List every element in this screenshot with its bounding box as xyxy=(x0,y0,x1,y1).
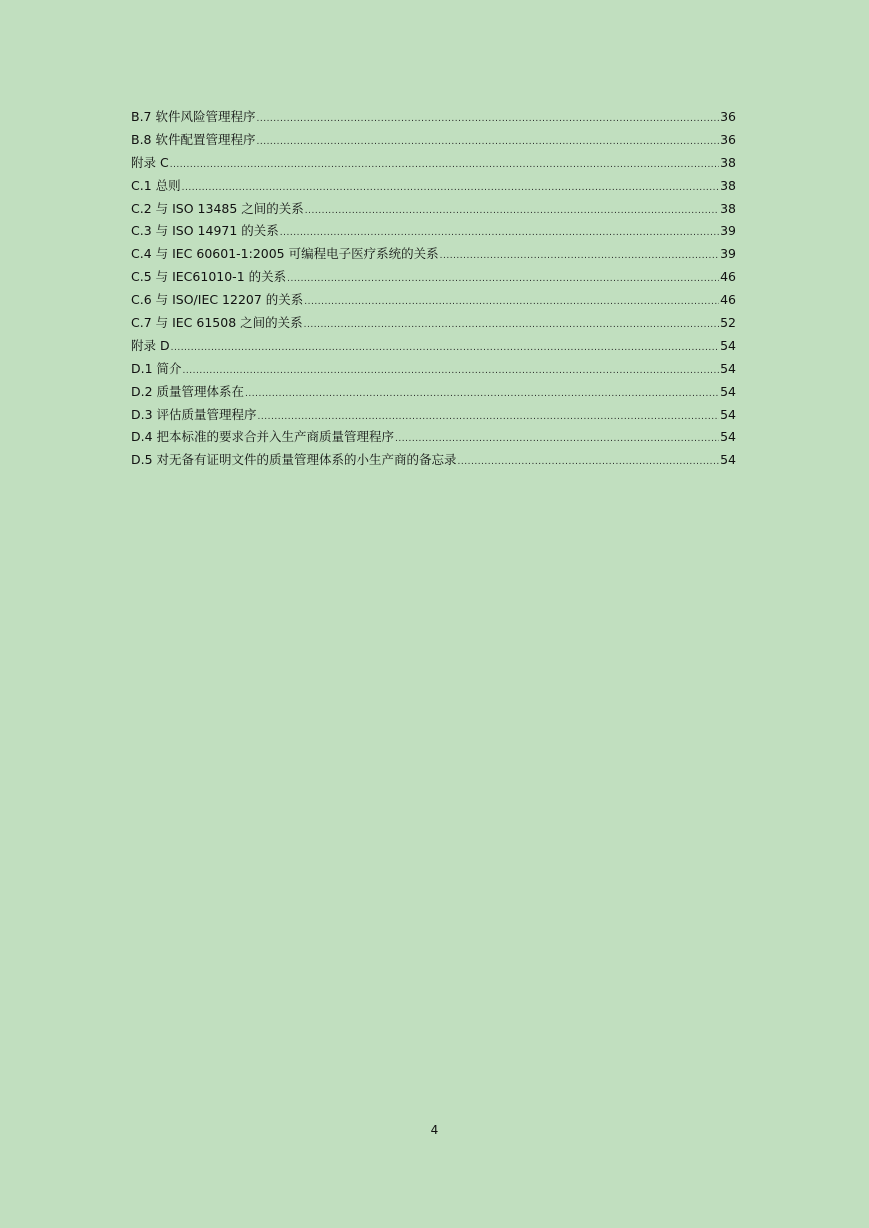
toc-entry-page: 36 xyxy=(720,131,736,147)
toc-entry-c7[interactable] xyxy=(131,312,736,335)
toc-entry-label: 附录 D xyxy=(131,337,170,353)
toc-entry-c3[interactable] xyxy=(131,220,736,243)
toc-entry-d4[interactable] xyxy=(131,426,736,449)
toc-entry-page: 46 xyxy=(720,292,736,308)
toc-entry-label: D.5 对无备有证明文件的质量管理体系的小生产商的备忘录 xyxy=(131,452,457,468)
toc-entry-d3[interactable] xyxy=(131,404,736,427)
toc-entry-b7[interactable] xyxy=(131,106,736,129)
toc-entry-c6[interactable] xyxy=(131,289,736,312)
dot-leader xyxy=(256,131,719,154)
table-of-contents xyxy=(131,106,736,472)
dot-leader xyxy=(256,108,719,131)
dot-leader xyxy=(171,337,719,360)
toc-entry-page: 38 xyxy=(720,154,736,170)
dot-leader xyxy=(280,222,719,245)
dot-leader xyxy=(183,360,720,383)
toc-entry-page: 54 xyxy=(720,429,736,445)
toc-entry-page: 38 xyxy=(720,200,736,216)
toc-entry-d1[interactable] xyxy=(131,358,736,381)
toc-entry-label: B.7 软件风险管理程序 xyxy=(131,109,256,124)
toc-entry-label: C.6 与 ISO/IEC 12207 的关系 xyxy=(131,292,304,308)
toc-entry-page: 39 xyxy=(720,246,736,262)
toc-entry-page: 38 xyxy=(720,177,736,193)
toc-entry-page: 54 xyxy=(720,337,736,353)
toc-entry-label: B.8 软件配置管理程序 xyxy=(131,131,256,147)
dot-leader xyxy=(304,291,719,314)
dot-leader xyxy=(305,200,719,223)
toc-entry-page: 46 xyxy=(720,269,736,285)
dot-leader xyxy=(245,383,719,406)
toc-entry-page: 39 xyxy=(720,223,736,239)
toc-entry-label: C.2 与 ISO 13485 之间的关系 xyxy=(131,200,304,216)
toc-entry-label: C.5 与 IEC61010-1 的关系 xyxy=(131,269,287,285)
toc-entry-page: 54 xyxy=(720,383,736,399)
toc-entry-label: C.7 与 IEC 61508 之间的关系 xyxy=(131,315,303,331)
page-number: 4 xyxy=(430,1123,439,1137)
dot-leader xyxy=(440,245,719,268)
dot-leader xyxy=(304,314,719,337)
toc-entry-d5[interactable] xyxy=(131,449,736,472)
toc-entry-label: 附录 C xyxy=(131,154,169,170)
toc-entry-page: 54 xyxy=(720,406,736,422)
toc-entry-c2[interactable] xyxy=(131,198,736,221)
toc-entry-c1[interactable] xyxy=(131,175,736,198)
toc-entry-label: D.1 简介 xyxy=(131,360,182,376)
toc-entry-label: C.3 与 ISO 14971 的关系 xyxy=(131,223,279,239)
toc-entry-page: 54 xyxy=(720,360,736,376)
toc-entry-label: C.1 总则 xyxy=(131,177,181,193)
dot-leader xyxy=(458,451,720,474)
toc-entry-appendix-d[interactable] xyxy=(131,335,736,358)
toc-entry-page: 54 xyxy=(720,452,736,468)
dot-leader xyxy=(182,177,719,200)
toc-entry-appendix-c[interactable] xyxy=(131,152,736,175)
toc-entry-label: D.2 质量管理体系在 xyxy=(131,383,245,399)
toc-entry-label: D.3 评估质量管理程序 xyxy=(131,406,257,422)
toc-entry-label: D.4 把本标准的要求合并入生产商质量管理程序 xyxy=(131,429,395,445)
dot-leader xyxy=(258,406,720,429)
toc-entry-page: 36 xyxy=(720,109,736,124)
toc-entry-b8[interactable] xyxy=(131,129,736,152)
dot-leader xyxy=(287,268,719,291)
toc-entry-c5[interactable] xyxy=(131,266,736,289)
dot-leader xyxy=(395,428,719,451)
toc-entry-c4[interactable] xyxy=(131,243,736,266)
toc-entry-page: 52 xyxy=(720,315,736,331)
toc-entry-d2[interactable] xyxy=(131,381,736,404)
toc-entry-label: C.4 与 IEC 60601-1:2005 可编程电子医疗系统的关系 xyxy=(131,246,439,262)
dot-leader xyxy=(170,154,719,177)
